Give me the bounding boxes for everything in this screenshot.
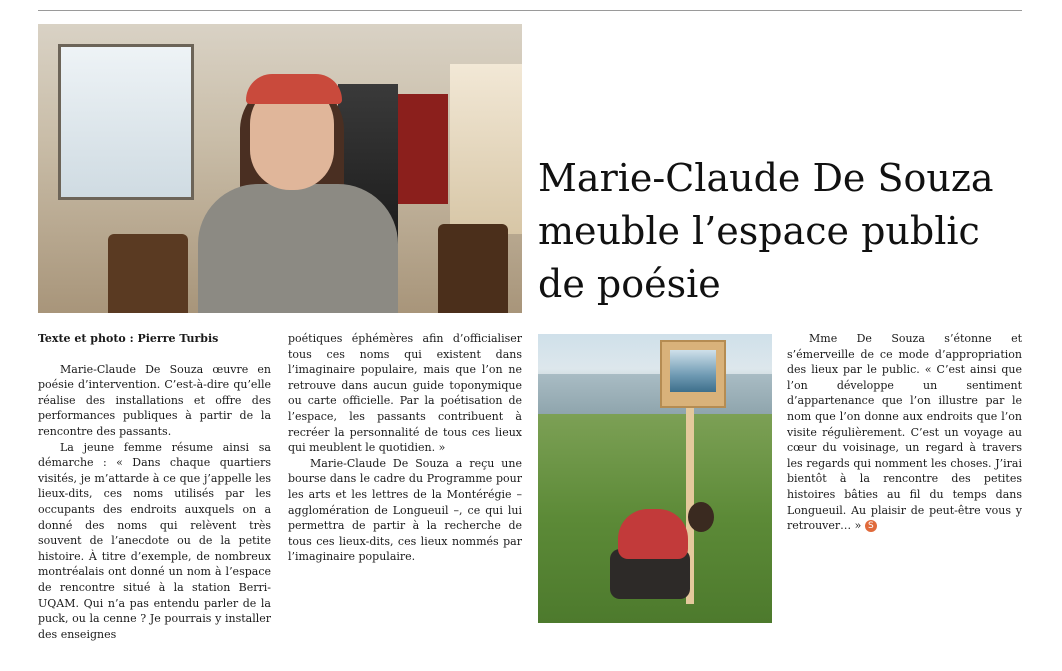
installation-photo xyxy=(538,334,772,623)
top-rule xyxy=(38,10,1022,11)
photo-credit: Texte et photo : Pierre Turbis xyxy=(38,332,219,345)
paragraph: Marie-Claude De Souza a reçu une bourse dans le cadre du Programme pour les arts et les lettres de la Montérégie – agglomération de Longueuil –, ce qui lui permettra de partir à la recherche de tous ces lieux-dits, ces lieux nommés par l’imaginaire populaire. xyxy=(288,456,522,564)
paragraph-text: Mme De Souza s’étonne et s’émerveille de ce mode d’appropriation des lieux par le public. « C’est ainsi que l’on développe un sentiment d’appartenance que l’on illustre par le nom que l’on donne aux endroits que l’on visite régulièrement. C’est un voyage au cœur du voisinage, un regard à travers les regards qui nomment les choses. J’irai bientôt à la rencontre des petites histoires bâties au fil du temps dans Longueuil. Au plaisir de peut-être vous y retrouver… » xyxy=(787,332,1022,533)
end-mark-icon: S xyxy=(865,520,877,532)
text-column-1 xyxy=(38,331,271,642)
headline-line-1: Marie-Claude De Souza xyxy=(538,156,994,200)
paragraph: Marie-Claude De Souza œuvre en poésie d’intervention. C’est-à-dire qu’elle réalise des installations et offre des performances publiques à partir de la rencontre des passants. xyxy=(38,362,271,438)
paragraph xyxy=(787,331,1022,534)
paragraph: poétiques éphémères afin d’officialiser tous ces noms qui existent dans l’imaginaire populaire, mais que l’on ne retrouve dans aucun guide toponymique ou carte officielle. Par la poétisation de l’espace, les passants contribuent à recréer la personnalité de tous ces lieux qui meublent le quotidien. » xyxy=(288,332,522,455)
headline-line-2: meuble l’espace public xyxy=(538,209,980,253)
sign-panel xyxy=(660,340,726,408)
headline-line-3: de poésie xyxy=(538,262,721,306)
paragraph: La jeune femme résume ainsi sa démarche : « Dans chaque quartiers visités, je m’attarde à ce que j’appelle les lieux-dits, ces noms utilisés par les occupants des endroits auxquels on a donné des noms qui relèvent très souvent de l’anecdote ou de la petite histoire. À titre d’exemple, de nombreux montréalais ont donné un nom à l’espace de rencontre situé à la station Berri-UQAM. Qui n’a pas entendu parler de la puck, ou la cenne ? Je pourrais y installer des enseignes xyxy=(38,440,271,641)
text-column-3 xyxy=(787,331,1022,534)
portrait-photo xyxy=(38,24,522,313)
text-column-2 xyxy=(288,331,522,565)
article-headline xyxy=(538,152,1018,311)
